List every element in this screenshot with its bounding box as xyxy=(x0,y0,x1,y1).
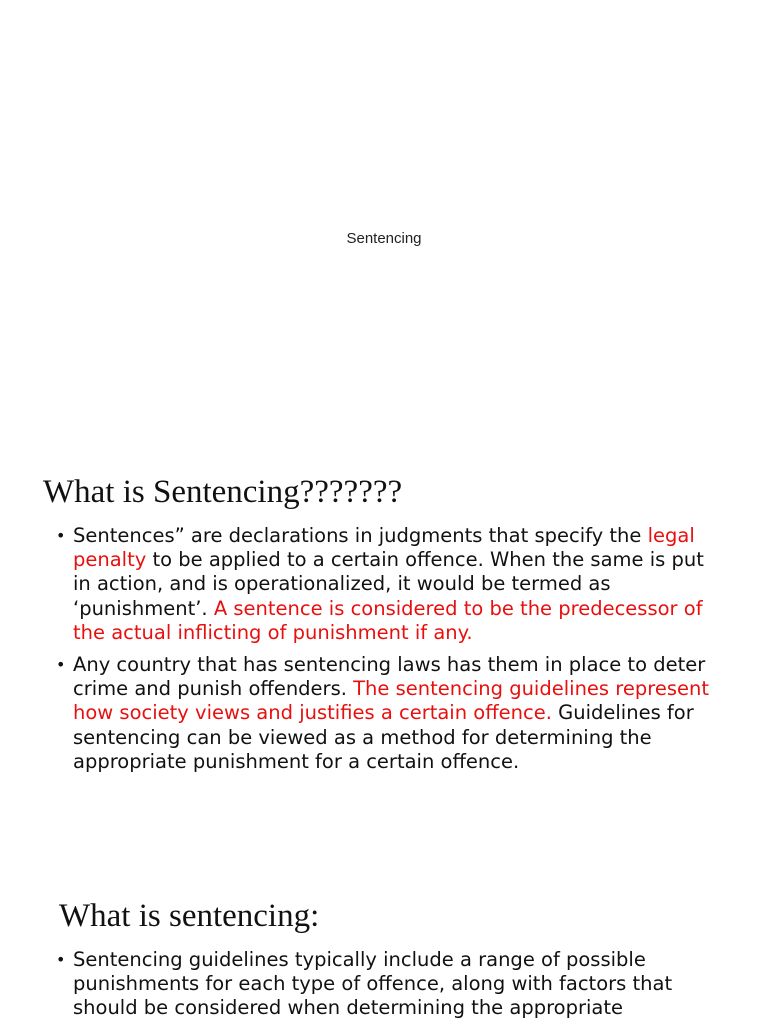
highlighted-text: legal penalty xyxy=(73,524,695,572)
bullet-text: to be applied to a certain offence. When the same is put in action, and is operationalized, it would be termed as ‘punishment’. xyxy=(73,548,704,620)
bullet-item-1 xyxy=(56,524,716,645)
bullet-text: Sentences” are declarations in judgments that specify the xyxy=(73,524,648,547)
highlighted-text: The sentencing guidelines represent how society views and justifies a certain offence. xyxy=(73,677,709,725)
bullet-list xyxy=(56,524,716,782)
bullet-text: Sentencing guidelines typically include a range of possible punishments for each type of offence, along with factors that should be considered when determining the appropriate xyxy=(73,948,673,1020)
slide-title: Sentencing xyxy=(346,230,422,247)
bullet-item-2 xyxy=(56,653,716,774)
bullet-icon: • xyxy=(56,950,66,969)
bullet-text: Any country that has sentencing laws has them in place to deter crime and punish offenders. xyxy=(73,653,706,701)
bullet-icon: • xyxy=(56,655,66,675)
bullet-list xyxy=(56,948,716,1024)
bullet-text: Guidelines for sentencing can be viewed as a method for determining the appropriate punishment for a certain offence. xyxy=(73,701,694,773)
slide-title-page xyxy=(0,0,768,440)
slide-heading: What is Sentencing??????? xyxy=(43,474,403,510)
bullet-icon: • xyxy=(56,526,66,545)
highlighted-text: A sentence is considered to be the predecessor of the actual inflicting of punishment if any. xyxy=(73,596,703,644)
slide-what-is-sentencing-2 xyxy=(0,872,768,1024)
slide-heading: What is sentencing: xyxy=(59,898,320,934)
slide-what-is-sentencing xyxy=(0,440,768,872)
bullet-item-1 xyxy=(56,948,716,1021)
